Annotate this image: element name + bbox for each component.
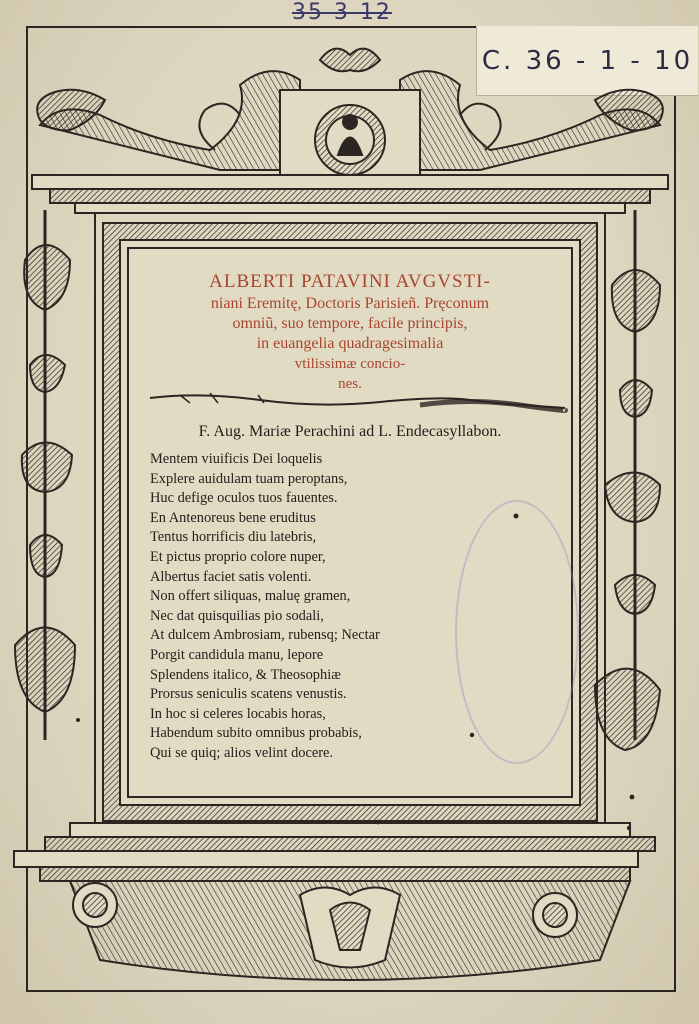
poem-line: Prorsus seniculis scatens venustis.	[150, 686, 347, 703]
title-line: in euangelia quadragesimalia	[256, 335, 444, 352]
dedication-heading: F. Aug. Mariæ Perachini ad L. Endecasyllabon.	[198, 423, 502, 440]
poem-line: Tentus horrificis diu latebris,	[150, 529, 317, 546]
poem-line: Mentem viuificis Dei loquelis	[150, 451, 323, 467]
poem-line: In hoc si celeres locabis horas,	[150, 705, 326, 722]
title-line: nes.	[338, 376, 362, 392]
poem-line: Huc defige oculos tuos fauentes.	[150, 490, 338, 507]
poem-line: Splendens italico, & Theosophiæ	[150, 666, 341, 683]
poem-line: At dulcem Ambrosiam, rubensq; Nectar	[150, 627, 380, 644]
left-garland	[15, 210, 75, 740]
title-line: niani Eremitę, Doctoris Parisieñ. Pręconum	[210, 295, 490, 312]
handwritten-shelfmark: 35-3-12	[292, 0, 392, 25]
poem-line: Et pictus proprio colore nuper,	[150, 548, 326, 565]
title-line: ALBERTI PATAVINI AVGVSTI-	[209, 271, 491, 292]
poem-line: Explere auidulam tuam peroptans,	[150, 470, 348, 487]
poem-line: Qui se quiq; alios velint docere.	[150, 744, 334, 761]
shelf-label: C. 36 - 1 - 10	[476, 26, 698, 96]
title-line: omniũ, suo tempore, facile principis,	[232, 315, 468, 332]
poem-line: Non offert siliquas, maluę gramen,	[150, 588, 351, 605]
poem-line: Habendum subito omnibus probabis,	[150, 725, 362, 742]
poem-line: Porgit candidula manu, lepore	[150, 646, 324, 663]
poem-line: Nec dat quisquilias pio sodali,	[150, 607, 324, 624]
title-block	[130, 270, 570, 394]
poem-line: Albertus faciet satis volenti.	[150, 568, 312, 585]
bottom-base	[14, 823, 655, 980]
top-cornice	[32, 175, 668, 213]
poem-line: En Antenoreus bene eruditus	[150, 509, 316, 526]
poem	[150, 450, 480, 764]
top-pediment	[37, 49, 663, 175]
title-line: vtilissimæ concio-	[294, 356, 406, 372]
